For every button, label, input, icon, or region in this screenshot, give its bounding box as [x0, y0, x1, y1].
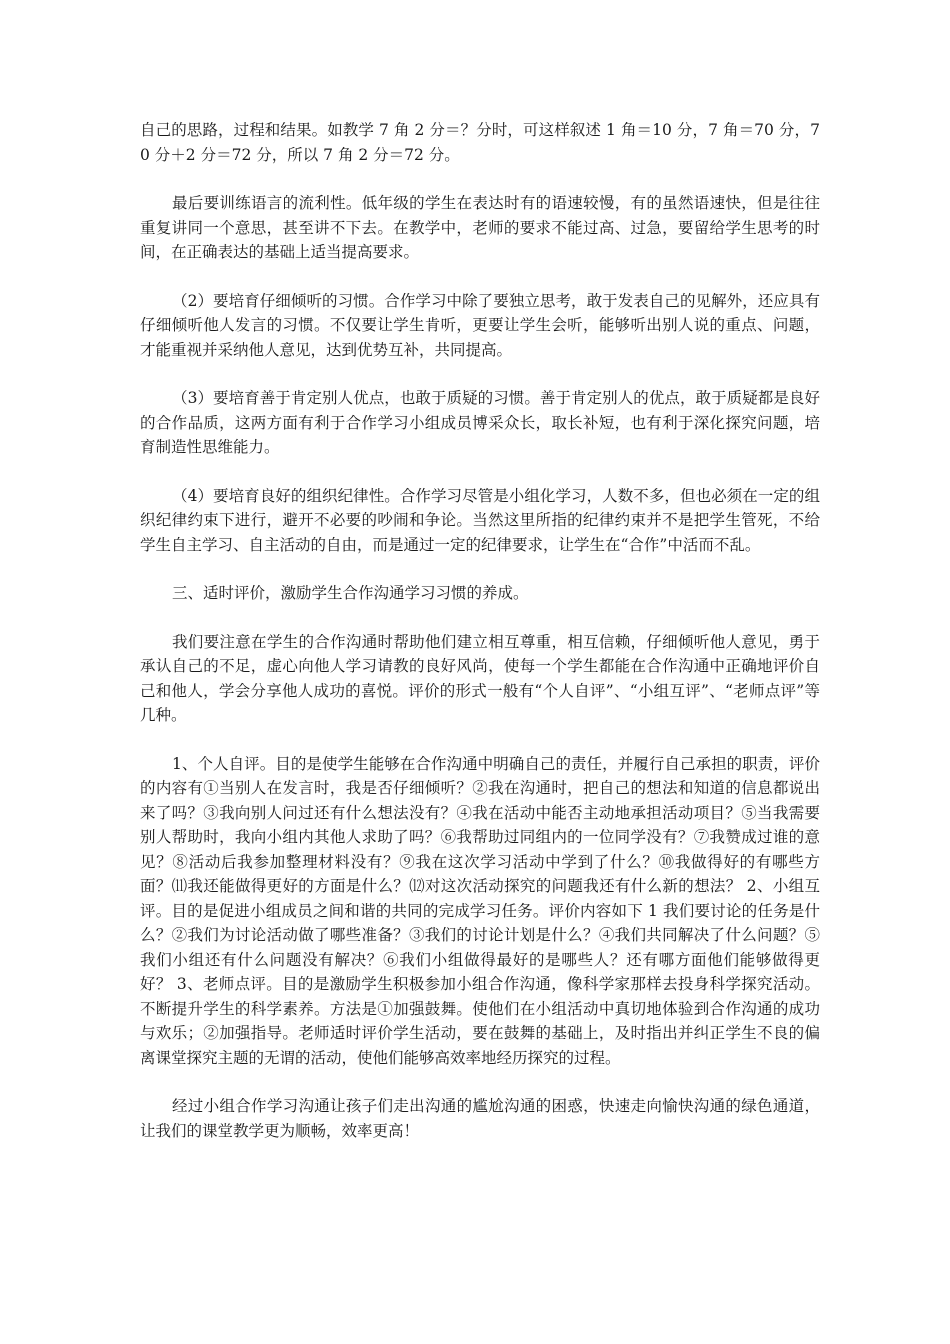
paragraph-conclusion: 经过小组合作学习沟通让孩子们走出沟通的尴尬沟通的困惑，快速走向愉快沟通的绿色通道，让我们的课堂教学更为顺畅，效率更高！ [140, 1097, 820, 1140]
paragraph-listening-habit: （2）要培育仔细倾听的习惯。合作学习中除了要独立思考，敢于发表自己的见解外，还应具有仔细倾听他人发言的习惯。不仅要让学生肯听，更要让学生会听，能够听出别人说的重点、问题，才能重视并采纳他人意见，达到优势互补，共同提高。 [140, 291, 820, 359]
section-heading-timely-evaluation: 三、适时评价，激励学生合作沟通学习习惯的养成。 [172, 584, 529, 602]
paragraph-evaluation-details: 1、个人自评。目的是使学生能够在合作沟通中明确自己的责任，并履行自己承担的职责，评价的内容有①当别人在发言时，我是否仔细倾听？②我在沟通时，把自己的想法和知道的信息都说出来了吗？③我向别人问过还有什么想法没有？④我在活动中能否主动地承担活动项目？⑤当我需要别人帮助时，我向小组内其他人求助了吗？⑥我帮助过同组内的一位同学没有？⑦我赞成过谁的意见？⑧活动后我参加整理材料没有？⑨我在这次学习活动中学到了什么？⑩我做得好的有哪些方面？⑾我还能做得更好的方面是什么？⑿对这次活动探究的问题我还有什么新的想法？ 2、小组互评。目的是促进小组成员之间和谐的共同的完成学习任务。评价内容如下 1 我们要讨论的任务是什么？②我们为讨论活动做了哪些准备？③我们的讨论计划是什么？④我们共同解决了什么问题？⑤我们小组还有什么问题没有解决？⑥我们小组做得最好的是哪些人？还有哪方面他们能够做得更好？ 3、老师点评。目的是激励学生积极参加小组合作沟通，像科学家那样去投身科学探究活动。不断提升学生的科学素养。方法是①加强鼓舞。使他们在小组活动中真切地体验到合作沟通的成功与欢乐；②加强指导。老师适时评价学生活动，要在鼓舞的基础上，及时指出并纠正学生不良的偏离课堂探究主题的无谓的活动，使他们能够高效率地经历探究的过程。 [140, 754, 820, 1067]
paragraph-evaluation-forms: 我们要注意在学生的合作沟通时帮助他们建立相互尊重，相互信赖，仔细倾听他人意见，勇于承认自己的不足，虚心向他人学习请教的良好风尚，使每一个学生都能在合作沟通中正确地评价自己和他人，学会分享他人成功的喜悦。评价的形式一般有“个人自评”、“小组互评”、“老师点评”等几种。 [140, 632, 820, 724]
paragraph-discipline: （4）要培育良好的组织纪律性。合作学习尽管是小组化学习，人数不多，但也必须在一定的组织纪律约束下进行，避开不必要的吵闹和争论。当然这里所指的纪律约束并不是把学生管死，不给学生自主学习、自主活动的自由，而是通过一定的纪律要求，让学生在“合作”中活而不乱。 [140, 486, 820, 554]
paragraph-affirm-and-question: （3）要培育善于肯定别人优点，也敢于质疑的习惯。善于肯定别人的优点，敢于质疑都是良好的合作品质，这两方面有利于合作学习小组成员博采众长，取长补短，也有利于深化探究问题，培育制造性思维能力。 [140, 389, 820, 456]
paragraph-thinking-process: 自己的思路，过程和结果。如教学 7 角 2 分＝？分时，可这样叙述 1 角＝10 分，7 角＝70 分，70 分＋2 分＝72 分，所以 7 角 2 分＝72 分。 [140, 121, 820, 164]
paragraph-language-fluency: 最后要训练语言的流利性。低年级的学生在表达时有的语速较慢，有的虽然语速快，但是往往重复讲同一个意思，甚至讲不下去。在教学中，老师的要求不能过高、过急，要留给学生思考的时间，在正确表达的基础上适当提高要求。 [140, 194, 820, 261]
document-page [140, 118, 820, 1167]
